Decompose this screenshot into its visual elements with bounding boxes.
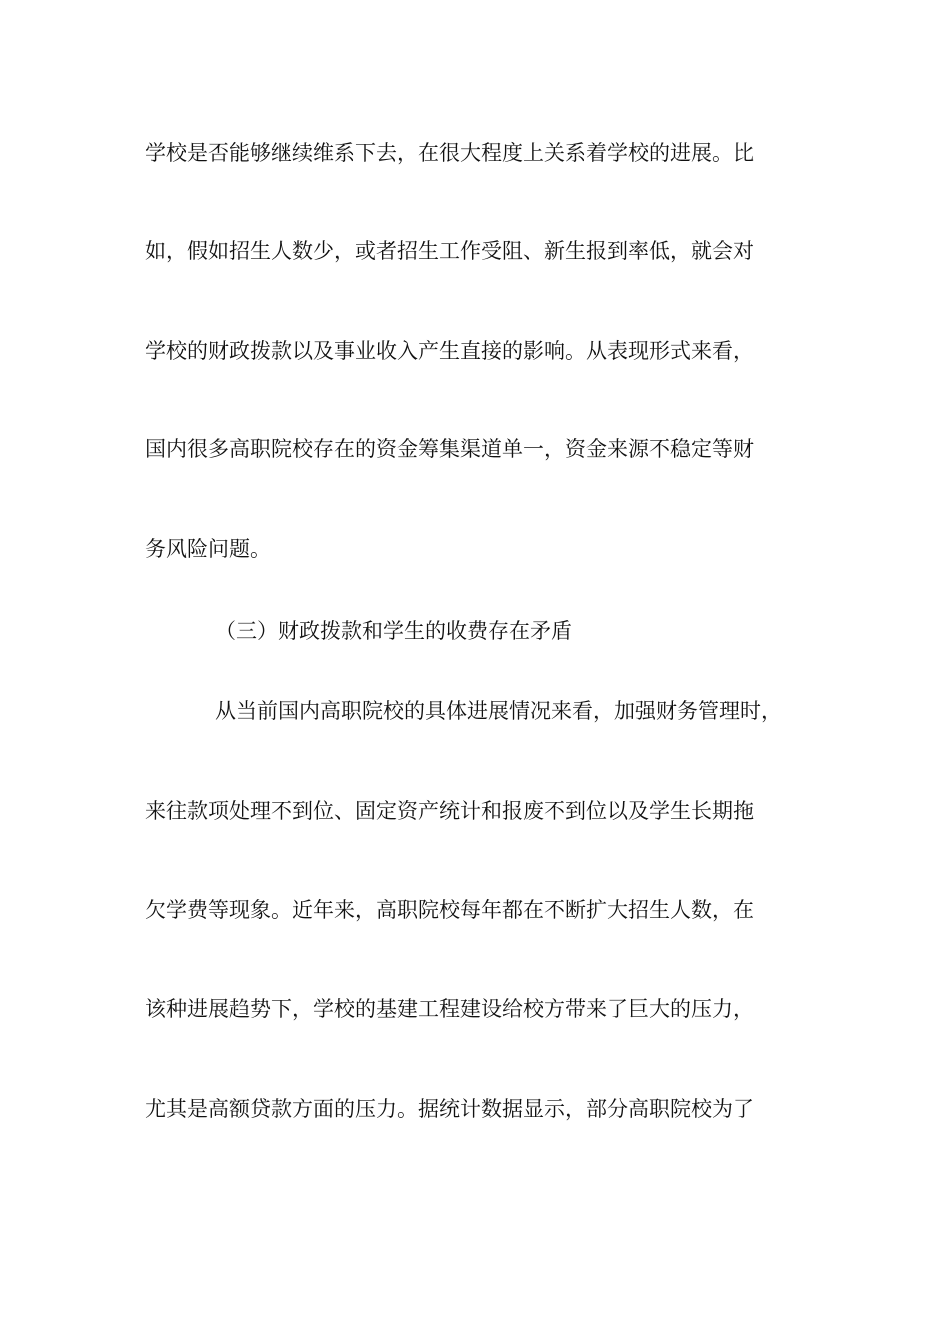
text-line: 学校是否能够继续维系下去，在很大程度上关系着学校的进展。比 [145, 141, 754, 165]
text-line: 国内很多高职院校存在的资金筹集渠道单一，资金来源不稳定等财 [145, 437, 754, 461]
text-line: 尤其是高额贷款方面的压力。据统计数据显示，部分高职院校为了 [145, 1097, 754, 1121]
text-line: 务风险问题。 [145, 537, 271, 561]
text-line: 欠学费等现象。近年来，高职院校每年都在不断扩大招生人数，在 [145, 898, 754, 922]
text-line: 从当前国内高职院校的具体进展情况来看，加强财务管理时， [215, 699, 782, 723]
text-line: 来往款项处理不到位、固定资产统计和报废不到位以及学生长期拖 [145, 799, 754, 823]
text-line: 如，假如招生人数少，或者招生工作受阻、新生报到率低，就会对 [145, 239, 754, 263]
text-line: 学校的财政拨款以及事业收入产生直接的影响。从表现形式来看， [145, 339, 754, 363]
text-line: 该种进展趋势下，学校的基建工程建设给校方带来了巨大的压力， [145, 997, 754, 1021]
section-heading: （三）财政拨款和学生的收费存在矛盾 [215, 619, 572, 643]
